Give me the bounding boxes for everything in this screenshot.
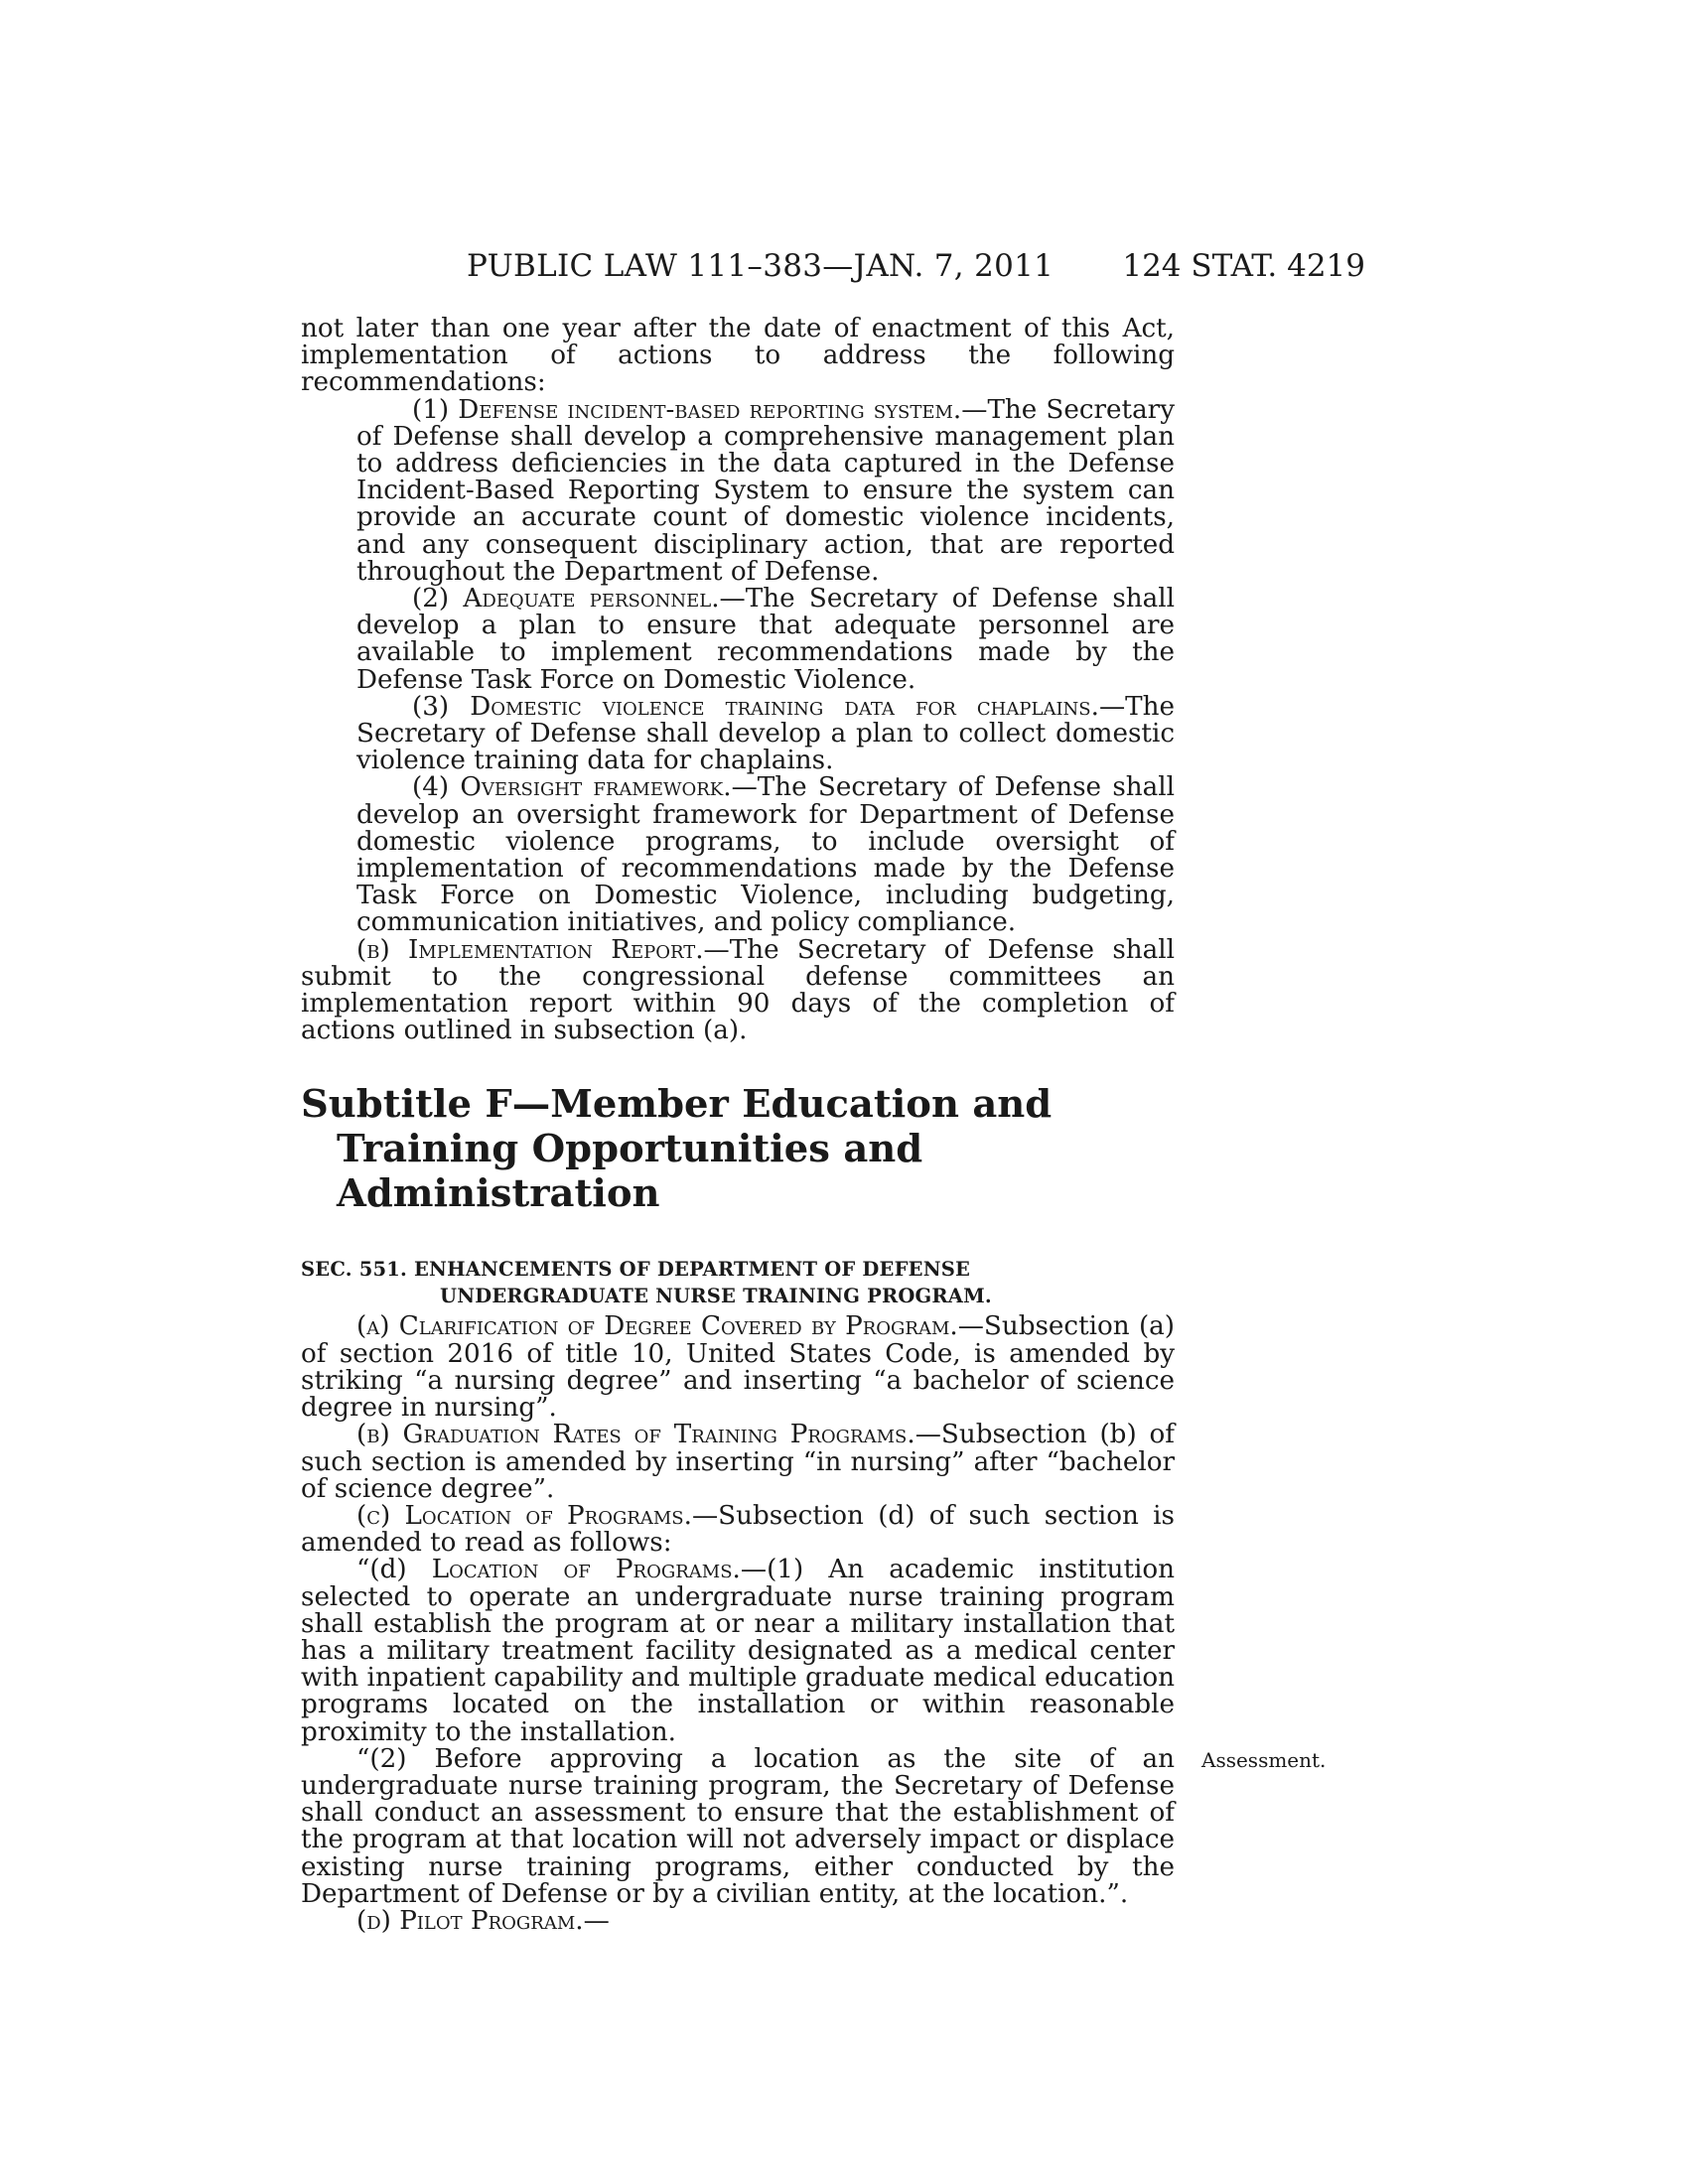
item-text: The Secretary of Defense shall develop an oversight framework for Department of Defense domestic violence programs, to include oversight of implementation of recommendations made by the Defense Task Force on Domestic Violence, including budgeting, communication initiatives, and policy compliance. [356, 772, 1176, 938]
paragraph-text: (1) An academic institution selected to operate an undergraduate nurse training program shall establish the program at or near a military installation that has a military treatment facility designated as a medical center with inpatient capability and multiple graduate medical education programs located on the installation or within reasonable proximity to the installation. [301, 1555, 1175, 1747]
paragraph-heading: (b) Graduation Rates of Training Programs.— [356, 1420, 941, 1450]
paragraph-text: Subsection (d) of such section is amended to read as follows: [301, 1500, 1175, 1559]
paragraph-d1 [301, 1557, 1175, 1745]
paragraph-b [301, 1422, 1175, 1503]
paragraph-heading: Location of Programs.— [431, 1555, 768, 1585]
implementation-report-paragraph [301, 934, 1176, 1046]
recommendation-4 [301, 774, 1175, 936]
paragraph-text: Subsection (b) of such section is amended by inserting “in nursing” after “bachelor of science degree”. [301, 1420, 1175, 1504]
paragraph-text: Subsection (a) of section 2016 of title 10, United States Code, is amended by striking “a nursing degree” and inserting “a bachelor of science degree in nursing”. [301, 1311, 1175, 1424]
paragraph-heading: (b) Implementation Report.— [356, 934, 730, 965]
paragraph-heading: (a) Clarification of Degree Covered by Program.— [356, 1311, 984, 1342]
paragraph-c [301, 1500, 1175, 1559]
paragraph-d2: “(2) Before approving a location as the site of an undergraduate nurse training program, the Secretary of Defense shall conduct an assessment to ensure that the establishment of the program at that location will not adversely impact or displace existing nurse training programs, either conducted by the Department of Defense or by a civilian entity, at the location.”. [301, 1743, 1175, 1909]
item-heading: (4) Oversight framework.— [412, 772, 758, 803]
item-text: The Secretary of Defense shall develop a plan to ensure that adequate personnel are available to implement recommendations made by the Defense Task Force on Domestic Violence. [356, 584, 1175, 695]
paragraph-heading: (c) Location of Programs.— [356, 1500, 719, 1531]
margin-note-assessment: Assessment. [1201, 1747, 1327, 1772]
paragraph-text: The Secretary of Defense shall submit to the congressional defense committees an implementation report within 90 days of the completion of actions outlined in subsection (a). [301, 934, 1176, 1046]
quote-prefix: “(d) [356, 1555, 432, 1585]
section-heading: SEC. 551. ENHANCEMENTS OF DEPARTMENT OF DEFENSE UNDERGRADUATE NURSE TRAINING PROGRAM. [301, 1258, 992, 1308]
pilot-program-heading [301, 1905, 1175, 1936]
item-text: The Secretary of Defense shall develop a plan to collect domestic violence training data for chaplains. [356, 691, 1175, 776]
paragraph-heading: (d) Pilot Program.— [356, 1905, 610, 1936]
item-text: The Secretary of Defense shall develop a comprehensive management plan to address deficiencies in the data captured in the Defense Incident-Based Reporting System to ensure the system can provide an accurate count of domestic violence incidents, and any consequent disciplinary action, that are reported throughout the Department of Defense. [356, 394, 1175, 587]
item-heading: (3) Domestic violence training data for chaplains.— [412, 691, 1126, 722]
subtitle-heading: Subtitle F—Member Education and Training Opportunities and Administration [301, 1082, 1053, 1217]
recommendation-1 [301, 394, 1175, 587]
running-head: PUBLIC LAW 111–383—JAN. 7, 2011 [467, 248, 1055, 284]
stat-page-number: 124 STAT. 4219 [1122, 248, 1365, 284]
item-heading: (2) Adequate personnel.— [412, 584, 746, 614]
recommendation-3 [301, 691, 1175, 776]
recommendation-2 [301, 586, 1175, 694]
document-body [301, 316, 1175, 1935]
paragraph-a [301, 1313, 1175, 1422]
item-heading: (1) Defense incident-based reporting system.— [412, 394, 988, 425]
page-header [298, 248, 1365, 288]
intro-paragraph: not later than one year after the date of enactment of this Act, implementation of actions to address the following recommendations: [301, 314, 1175, 398]
